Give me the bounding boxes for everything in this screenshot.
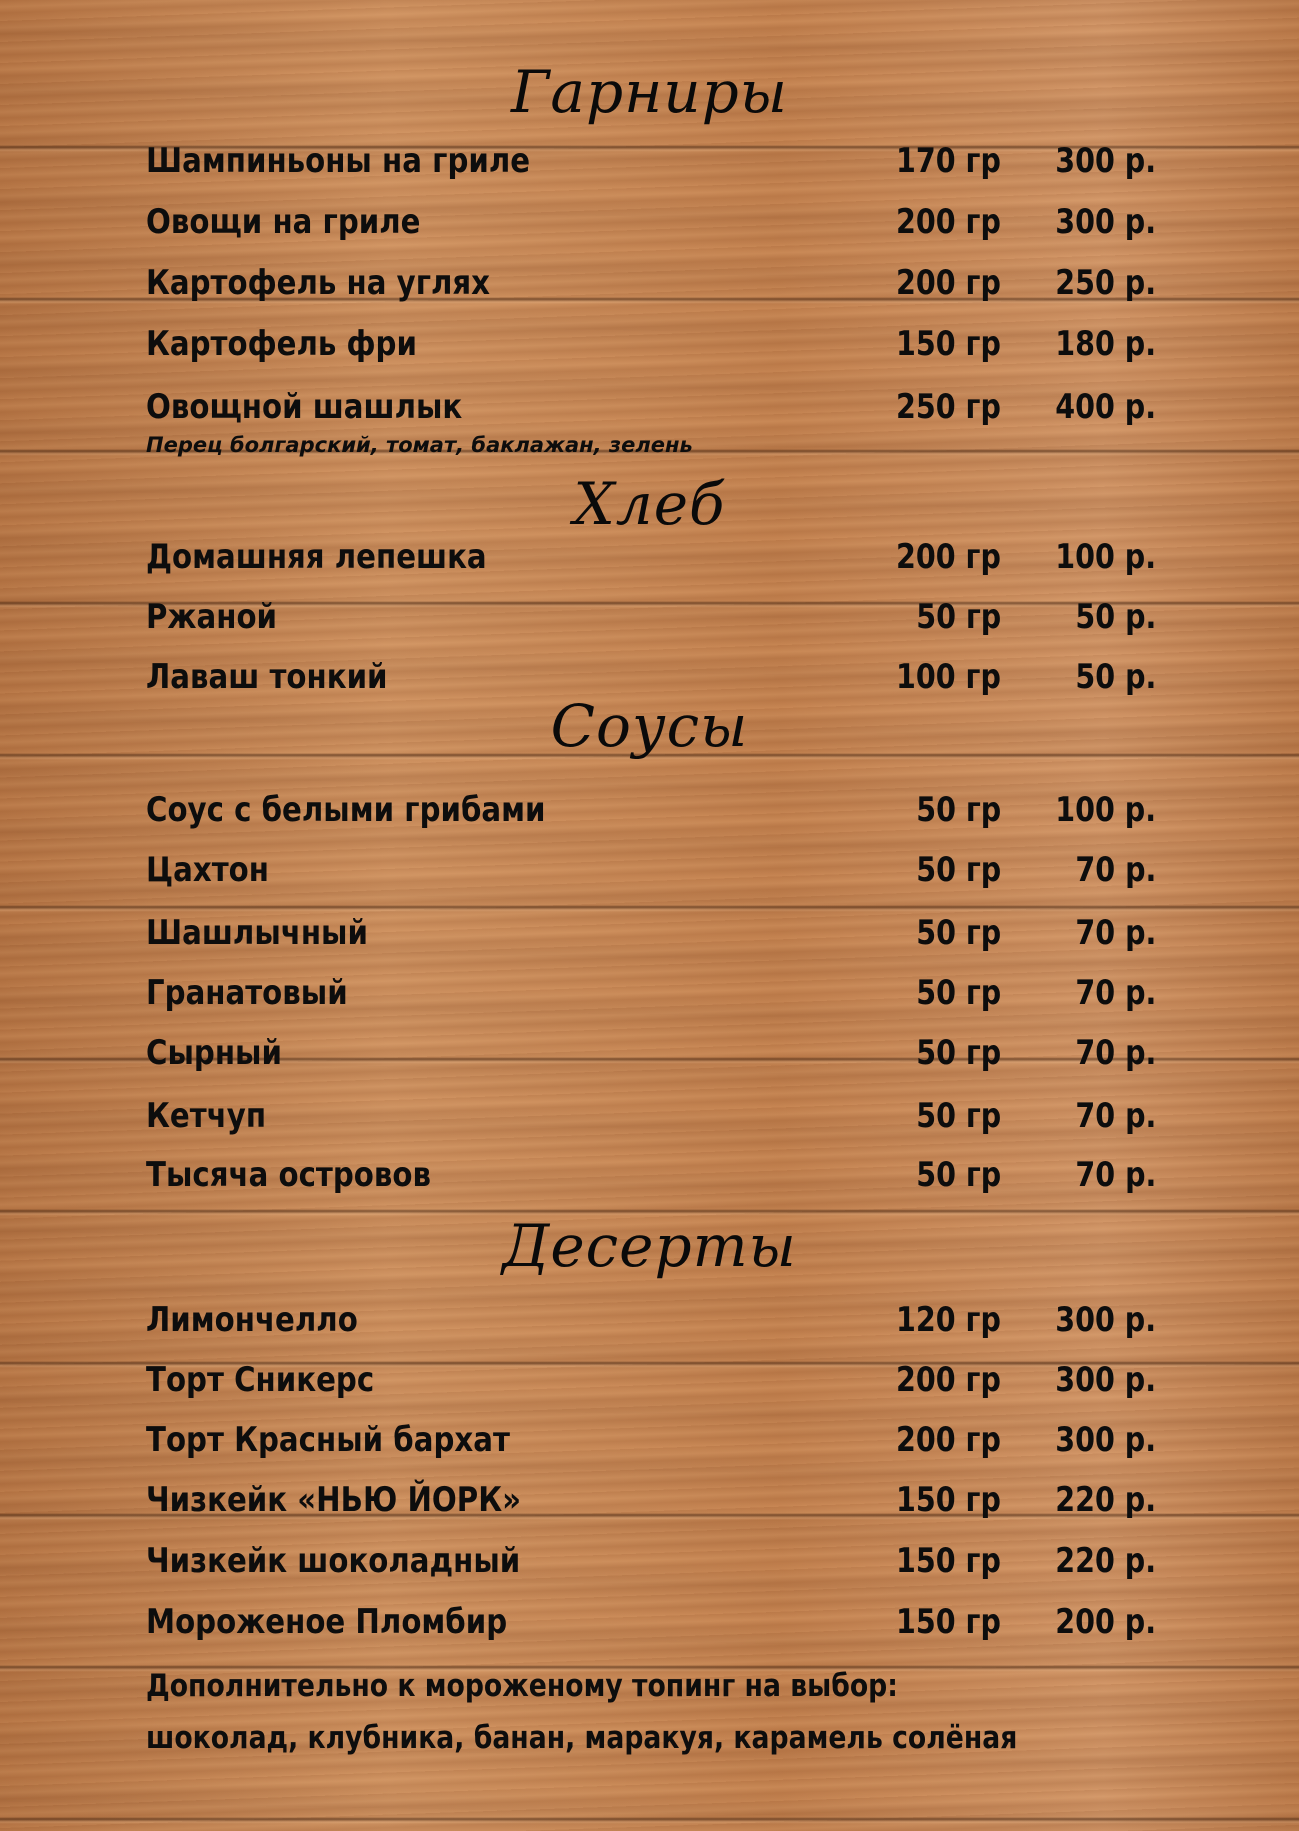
item-price: 70 р. — [1075, 850, 1156, 890]
item-weight: 50 гр — [915, 973, 1001, 1013]
item-weight: 50 гр — [915, 850, 1001, 890]
menu-item — [146, 537, 1156, 585]
item-weight: 250 гр — [896, 387, 1001, 427]
menu-item — [146, 1096, 1156, 1144]
menu-item — [146, 202, 1156, 250]
item-name: Лимончелло — [146, 1300, 358, 1340]
item-weight: 150 гр — [896, 1602, 1001, 1642]
menu-item — [146, 1480, 1156, 1528]
item-weight: 200 гр — [896, 1360, 1001, 1400]
item-weight: 50 гр — [915, 1033, 1001, 1073]
item-name: Домашняя лепешка — [146, 537, 487, 577]
item-name: Гранатовый — [146, 973, 348, 1013]
item-price: 400 р. — [1055, 387, 1156, 427]
menu-item — [146, 790, 1156, 838]
item-weight: 150 гр — [896, 1480, 1001, 1520]
item-weight: 150 гр — [896, 1541, 1001, 1581]
menu-item — [146, 1420, 1156, 1468]
item-price: 300 р. — [1055, 141, 1156, 181]
item-weight: 50 гр — [915, 1096, 1001, 1136]
menu-item — [146, 1360, 1156, 1408]
menu-item — [146, 850, 1156, 898]
item-price: 70 р. — [1075, 973, 1156, 1013]
item-name: Цахтон — [146, 850, 269, 890]
item-name: Чизкейк шоколадный — [146, 1541, 521, 1581]
item-name: Шашлычный — [146, 913, 368, 953]
item-weight: 50 гр — [915, 597, 1001, 637]
menu-item — [146, 324, 1156, 372]
item-name: Тысяча островов — [146, 1155, 431, 1195]
item-name: Шампиньоны на гриле — [146, 141, 531, 181]
item-price: 300 р. — [1055, 202, 1156, 242]
item-weight: 120 гр — [896, 1300, 1001, 1340]
item-name: Соус с белыми грибами — [146, 790, 546, 830]
item-price: 220 р. — [1055, 1480, 1156, 1520]
item-price: 220 р. — [1055, 1541, 1156, 1581]
item-price: 180 р. — [1055, 324, 1156, 364]
item-price: 50 р. — [1075, 657, 1156, 697]
item-price: 300 р. — [1055, 1420, 1156, 1460]
item-name: Торт Красный бархат — [146, 1420, 510, 1460]
menu-item — [146, 1155, 1156, 1203]
item-weight: 50 гр — [915, 1155, 1001, 1195]
item-price: 70 р. — [1075, 913, 1156, 953]
menu-item — [146, 1602, 1156, 1650]
item-weight: 170 гр — [896, 141, 1001, 181]
item-name: Ржаной — [146, 597, 278, 637]
item-price: 300 р. — [1055, 1360, 1156, 1400]
item-price: 70 р. — [1075, 1155, 1156, 1195]
item-name: Лаваш тонкий — [146, 657, 388, 697]
item-name: Мороженое Пломбир — [146, 1602, 508, 1642]
item-price: 70 р. — [1075, 1033, 1156, 1073]
item-name: Чизкейк «НЬЮ ЙОРК» — [146, 1480, 522, 1520]
item-weight: 100 гр — [896, 657, 1001, 697]
item-name: Картофель фри — [146, 324, 417, 364]
menu-item — [146, 387, 1156, 435]
item-price: 100 р. — [1055, 537, 1156, 577]
menu-item — [146, 913, 1156, 961]
menu-item — [146, 1541, 1156, 1589]
item-description: Перец болгарский, томат, баклажан, зелень — [146, 433, 693, 457]
section-title-sauces: Соусы — [550, 692, 749, 760]
item-price: 250 р. — [1055, 263, 1156, 303]
item-price: 50 р. — [1075, 597, 1156, 637]
item-weight: 200 гр — [896, 202, 1001, 242]
menu-item — [146, 1033, 1156, 1081]
menu-item — [146, 597, 1156, 645]
item-weight: 50 гр — [915, 790, 1001, 830]
topping-note: Дополнительно к мороженому топинг на выбор: — [146, 1668, 898, 1704]
item-name: Сырный — [146, 1033, 282, 1073]
item-name: Картофель на углях — [146, 263, 491, 303]
menu-item — [146, 973, 1156, 1021]
menu-item — [146, 1300, 1156, 1348]
item-name: Торт Сникерс — [146, 1360, 375, 1400]
menu-item — [146, 141, 1156, 189]
item-weight: 200 гр — [896, 1420, 1001, 1460]
item-price: 200 р. — [1055, 1602, 1156, 1642]
item-weight: 150 гр — [896, 324, 1001, 364]
section-title-garnish: Гарниры — [510, 58, 789, 126]
item-weight: 50 гр — [915, 913, 1001, 953]
item-name: Овощной шашлык — [146, 387, 463, 427]
item-price: 100 р. — [1055, 790, 1156, 830]
item-price: 70 р. — [1075, 1096, 1156, 1136]
item-name: Овощи на гриле — [146, 202, 421, 242]
item-name: Кетчуп — [146, 1096, 267, 1136]
item-weight: 200 гр — [896, 537, 1001, 577]
section-title-desserts: Десерты — [502, 1212, 797, 1280]
item-weight: 200 гр — [896, 263, 1001, 303]
menu-item — [146, 263, 1156, 311]
topping-options: шоколад, клубника, банан, маракуя, карамель солёная — [146, 1720, 1018, 1756]
section-title-bread: Хлеб — [573, 470, 726, 538]
item-price: 300 р. — [1055, 1300, 1156, 1340]
